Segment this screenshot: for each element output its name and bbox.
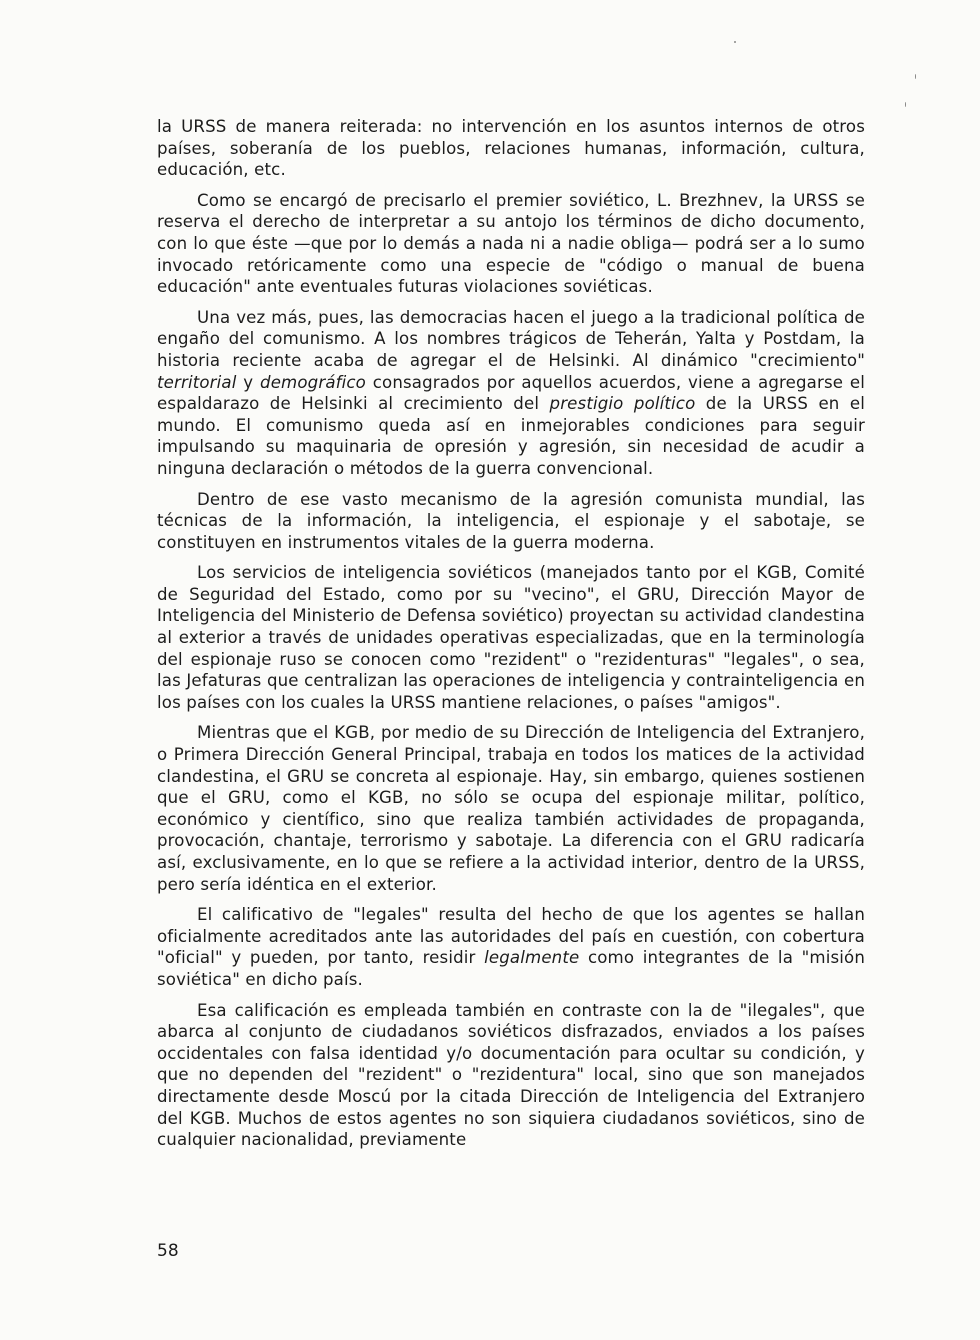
paragraph [157, 489, 865, 554]
text-run: Una vez más, pues, las democracias hacen el juego a la tradicional política de engaño del comunismo. A los nombres trágicos de Teherán, Yalta y Postdam, la historia reciente acaba de agregar el de Helsinki. Al dinámico "crecimiento" [157, 307, 865, 370]
text-run: Dentro de ese vasto mecanismo de la agresión comunista mundial, las técnicas de la información, la inteligencia, el espionaje y el sabotaje, se constituyen en instrumentos vitales de la guerra moderna. [157, 489, 865, 552]
text-run: Esa calificación es empleada también en contraste con la de "ilegales", que abarca al conjunto de ciudadanos soviéticos disfrazados, enviados a los países occidentales con falsa identidad y/o documentación para ocultar su condición, y que no dependen del "rezident" o "rezidentura" local, sino que son manejados directamente desde Moscú por la citada Dirección de Inteligencia del Extranjero del KGB. Muchos de estos agentes no son siquiera ciudadanos soviéticos, sino de cualquier nacionalidad, previamente [157, 1000, 865, 1150]
text-run: Los servicios de inteligencia soviéticos (manejados tanto por el KGB, Comité de Seguridad del Estado, como por su "vecino", el GRU, Dirección Mayor de Inteligencia del Ministerio de Defensa soviético) proyectan su actividad clandestina al exterior a través de unidades operativas especializadas, que en la terminología del espionaje ruso se conocen como "rezident" o "rezidenturas" "legales", o sea, las Jefaturas que centralizan las operaciones de inteligencia y contrainteligencia en los países con los cuales la URSS mantiene relaciones, o países "amigos". [157, 563, 865, 712]
text-run: la URSS de manera reiterada: no intervención en los asuntos internos de otros países, soberanía de los pueblos, relaciones humanas, información, cultura, educación, etc. [157, 117, 865, 180]
text-run: consagrados por aquellos acuerdos, viene a agregarse el espaldarazo de Helsinki al crecimiento del [157, 372, 865, 414]
scan-speck [734, 41, 736, 43]
paragraph [157, 562, 865, 713]
italic-text: prestigio político [549, 394, 696, 414]
paragraph [157, 307, 865, 480]
text-run: como integrantes de la "misión soviética" en dicho país. [157, 948, 866, 989]
paragraph [157, 722, 865, 895]
italic-text: demográfico [260, 372, 366, 392]
text-run: Mientras que el KGB, por medio de su Dirección de Inteligencia del Extranjero, o Primera Dirección General Principal, trabaja en todos los matices de la actividad clandestina, el GRU se concreta al espionaje. Hay, sin embargo, quienes sostienen que el GRU, como el KGB, no sólo se ocupa del espionaje militar, político, económico y científico, sino que realiza también actividades de propaganda, provocación, chantaje, terrorismo y sabotaje. La diferencia con el GRU radicaría así, exclusivamente, en lo que se refiere a la actividad interior, dentro de la URSS, pero sería idéntica en el exterior. [157, 723, 865, 894]
text-run: Como se encargó de precisarlo el premier soviético, L. Brezhnev, la URSS se reserva el derecho de interpretar a su antojo los términos de dicho documento, con lo que éste —que por lo demás a nada ni a nadie obliga— podrá ser a lo sumo invocado retóricamente como una especie de "código o manual de buena educación" ante eventuales futuras violaciones soviéticas. [157, 190, 865, 297]
paragraph [157, 904, 865, 990]
text-run: El calificativo de "legales" resulta del hecho de que los agentes se hallan oficialmente acreditados ante las autoridades del país en cuestión, con cobertura "oficial" y pueden, por tanto, residir [157, 905, 865, 968]
paragraph [157, 1000, 865, 1151]
text-run: de la URSS en el mundo. El comunismo queda así en inmejorables condiciones para seguir impulsando su maquinaria de opresión y agresión, sin necesidad de acudir a ninguna declaración o métodos de la guerra convencional. [157, 394, 865, 478]
scan-speck [905, 102, 906, 107]
scan-speck [915, 74, 916, 79]
document-page-body [157, 116, 865, 1160]
page-number: 58 [157, 1241, 179, 1261]
italic-text: legalmente [484, 948, 580, 968]
paragraph [157, 190, 865, 298]
paragraph [157, 116, 865, 181]
text-run: y [236, 372, 261, 392]
italic-text: territorial [157, 372, 237, 392]
